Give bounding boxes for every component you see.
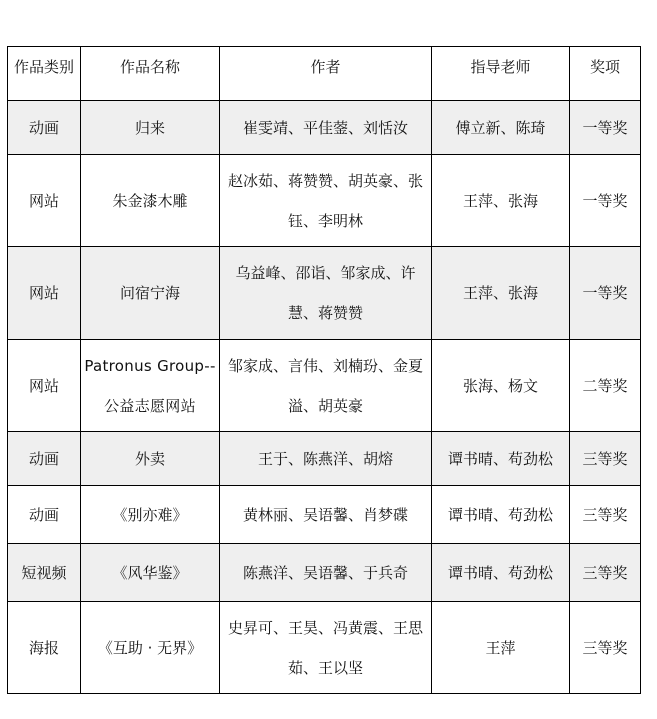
table-row — [8, 340, 641, 432]
cell-authors: 王于、陈燕洋、胡熔 — [220, 432, 432, 486]
cell-category: 动画 — [8, 432, 81, 486]
cell-award: 三等奖 — [570, 486, 641, 544]
cell-advisors: 张海、杨文 — [432, 340, 570, 432]
cell-category: 动画 — [8, 101, 81, 155]
cell-title: Patronus Group--公益志愿网站 — [81, 340, 220, 432]
cell-title: 归来 — [81, 101, 220, 155]
table-row — [8, 101, 641, 155]
cell-award: 一等奖 — [570, 155, 641, 247]
cell-advisors: 谭书晴、苟劲松 — [432, 432, 570, 486]
cell-title: 问宿宁海 — [81, 247, 220, 340]
cell-advisors: 王萍 — [432, 602, 570, 694]
cell-award: 三等奖 — [570, 544, 641, 602]
cell-award: 二等奖 — [570, 340, 641, 432]
cell-title: 外卖 — [81, 432, 220, 486]
header-authors: 作者 — [220, 47, 432, 101]
cell-category: 网站 — [8, 247, 81, 340]
cell-title: 朱金漆木雕 — [81, 155, 220, 247]
cell-advisors: 谭书晴、苟劲松 — [432, 544, 570, 602]
cell-category: 网站 — [8, 340, 81, 432]
table-row — [8, 602, 641, 694]
table-row — [8, 432, 641, 486]
cell-category: 动画 — [8, 486, 81, 544]
header-title: 作品名称 — [81, 47, 220, 101]
table-row — [8, 155, 641, 247]
cell-award: 三等奖 — [570, 602, 641, 694]
cell-authors: 陈燕洋、吴语馨、于兵奇 — [220, 544, 432, 602]
cell-title: 《别亦难》 — [81, 486, 220, 544]
awards-table — [7, 46, 641, 694]
cell-authors: 史昇可、王昊、冯黄震、王思茹、王以坚 — [220, 602, 432, 694]
cell-award: 一等奖 — [570, 101, 641, 155]
cell-category: 短视频 — [8, 544, 81, 602]
cell-authors: 乌益峰、邵诣、邹家成、许慧、蒋赞赞 — [220, 247, 432, 340]
cell-title: 《风华鉴》 — [81, 544, 220, 602]
cell-advisors: 傅立新、陈琦 — [432, 101, 570, 155]
header-row — [8, 47, 641, 101]
cell-authors: 邹家成、言伟、刘楠玢、金夏溢、胡英豪 — [220, 340, 432, 432]
cell-advisors: 王萍、张海 — [432, 247, 570, 340]
cell-award: 三等奖 — [570, 432, 641, 486]
cell-title: 《互助 · 无界》 — [81, 602, 220, 694]
table-row — [8, 544, 641, 602]
header-advisors: 指导老师 — [432, 47, 570, 101]
cell-award: 一等奖 — [570, 247, 641, 340]
cell-authors: 崔雯靖、平佳蓥、刘恬汝 — [220, 101, 432, 155]
table-header — [8, 47, 641, 101]
cell-category: 网站 — [8, 155, 81, 247]
table-body — [8, 101, 641, 694]
table-row — [8, 486, 641, 544]
cell-advisors: 谭书晴、苟劲松 — [432, 486, 570, 544]
cell-advisors: 王萍、张海 — [432, 155, 570, 247]
cell-authors: 黄林丽、吴语馨、肖梦碟 — [220, 486, 432, 544]
cell-authors: 赵冰茹、蒋赞赞、胡英豪、张钰、李明林 — [220, 155, 432, 247]
table-row — [8, 247, 641, 340]
header-award: 奖项 — [570, 47, 641, 101]
header-category: 作品类别 — [8, 47, 81, 101]
cell-category: 海报 — [8, 602, 81, 694]
